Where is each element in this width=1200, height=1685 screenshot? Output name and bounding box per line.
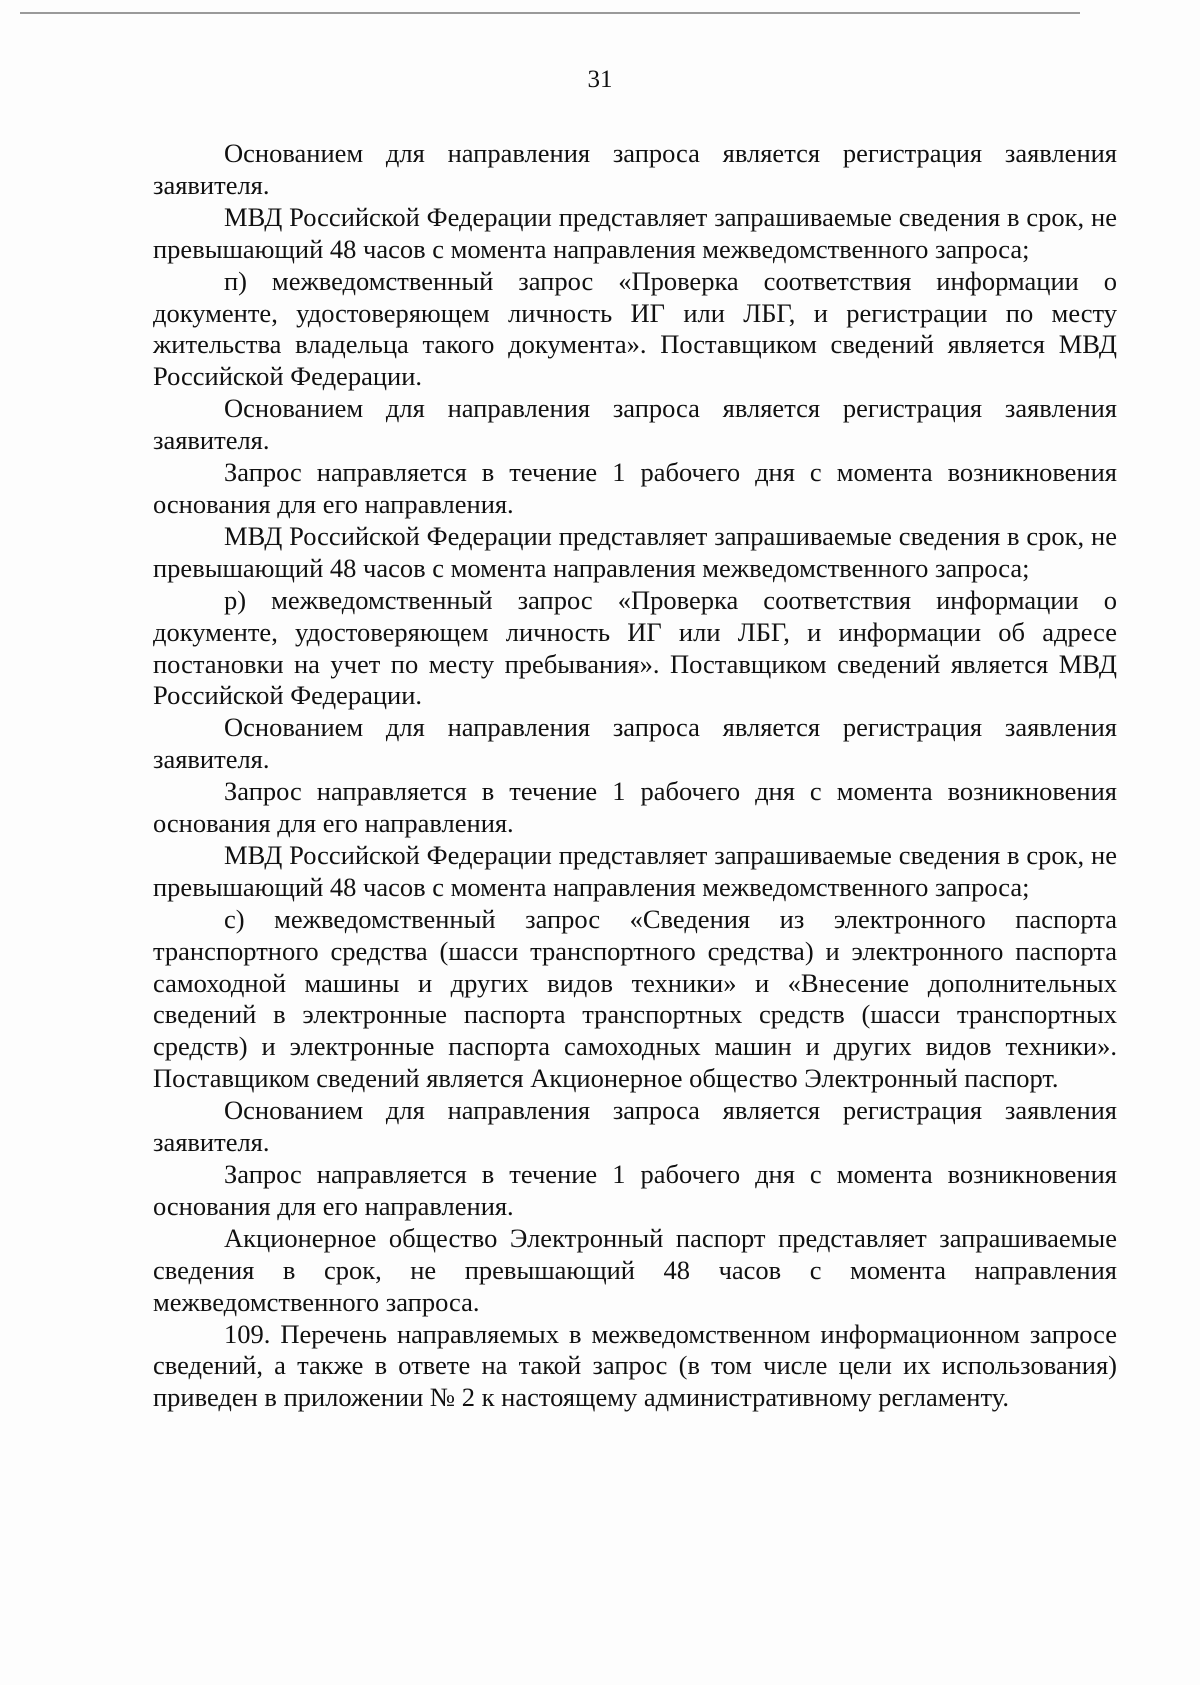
- paragraph: МВД Российской Федерации представляет запрашиваемые сведения в срок, не превышающий 48 часов с момента направления межведомственного запроса;: [153, 839, 1117, 902]
- paragraph: Запрос направляется в течение 1 рабочего дня с момента возникновения основания для его направления.: [153, 776, 1117, 839]
- paragraph: с) межведомственный запрос «Сведения из электронного паспорта транспортного средства (шасси транспортного средства) и электронного паспорта самоходной машины и других видов техники» и «Внесение дополнительных сведений в электронные паспорта транспортных средств (шасси транспортных средств) и электронные паспорта самоходных машин и других видов техники». Поставщиком сведений является Акционерное общество Электронный паспорт.: [153, 903, 1117, 1094]
- paragraph: Запрос направляется в течение 1 рабочего дня с момента возникновения основания для его направления.: [153, 457, 1117, 519]
- paragraph: Основанием для направления запроса является регистрация заявления заявителя.: [153, 712, 1117, 775]
- paragraph: МВД Российской Федерации представляет запрашиваемые сведения в срок, не превышающий 48 часов с момента направления межведомственного запроса;: [153, 520, 1117, 583]
- paragraph: п) межведомственный запрос «Проверка соответствия информации о документе, удостоверяющем личность ИГ или ЛБГ, и регистрации по месту жительства владельца такого документа». Поставщиком сведений является МВД Российской Федерации.: [153, 265, 1117, 392]
- paragraph: р) межведомственный запрос «Проверка соответствия информации о документе, удостоверяющем личность ИГ или ЛБГ, и информации об адресе постановки на учет по месту пребывания». Поставщиком сведений является МВД Российской Федерации.: [153, 584, 1117, 711]
- paragraph: МВД Российской Федерации представляет запрашиваемые сведения в срок, не превышающий 48 часов с момента направления межведомственного запроса;: [153, 201, 1117, 264]
- paragraph: Акционерное общество Электронный паспорт представляет запрашиваемые сведения в срок, не превышающий 48 часов с момента направления межведомственного запроса.: [153, 1222, 1117, 1317]
- paragraph: Основанием для направления запроса является регистрация заявления заявителя.: [153, 1095, 1117, 1158]
- paragraph: 109. Перечень направляемых в межведомственном информационном запросе сведений, а также в ответе на такой запрос (в том числе цели их использования) приведен в приложении № 2 к настоящему административному регламенту.: [153, 1318, 1117, 1413]
- document-body: [153, 138, 1117, 1414]
- paragraph: Основанием для направления запроса является регистрация заявления заявителя.: [153, 393, 1117, 456]
- top-rule: [20, 12, 1080, 14]
- paragraph: Основанием для направления запроса является регистрация заявления заявителя.: [153, 138, 1117, 200]
- page-number: 31: [587, 66, 613, 93]
- paragraph: Запрос направляется в течение 1 рабочего дня с момента возникновения основания для его направления.: [153, 1159, 1117, 1221]
